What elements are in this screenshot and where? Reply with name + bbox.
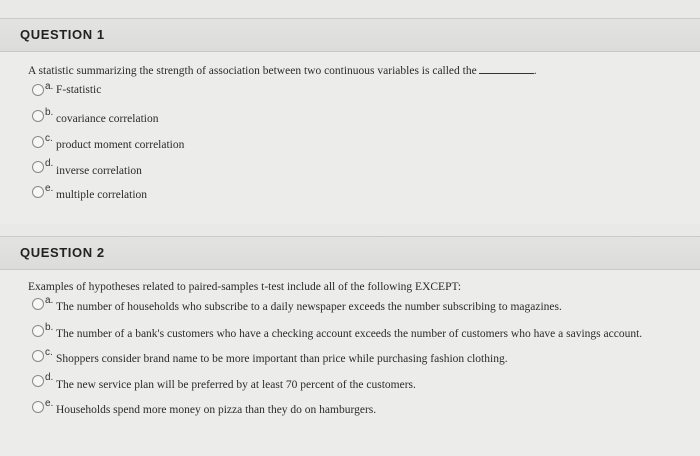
- question-2-header: [0, 236, 700, 270]
- option-letter: e.: [45, 398, 54, 409]
- option-letter: c.: [45, 347, 53, 358]
- question-1-prompt-text: A statistic summarizing the strength of association between two continuous variables is called the: [28, 65, 477, 77]
- answer-blank: [479, 64, 534, 74]
- option-letter: c.: [45, 133, 53, 144]
- radio-button[interactable]: [32, 350, 44, 362]
- option-letter: d.: [45, 158, 54, 169]
- radio-button[interactable]: [32, 298, 44, 310]
- question-2-body: [0, 270, 700, 456]
- question-1-body: [0, 52, 700, 224]
- question-1-prompt: A statistic summarizing the strength of association between two continuous variables is called the .: [28, 65, 537, 77]
- option-text: Shoppers consider brand name to be more important than price while purchasing fashion clothing.: [56, 353, 508, 365]
- option-letter: b.: [45, 107, 54, 118]
- radio-button[interactable]: [32, 136, 44, 148]
- option-text: product moment correlation: [56, 139, 185, 151]
- option-text: Households spend more money on pizza than they do on hamburgers.: [56, 404, 377, 416]
- radio-button[interactable]: [32, 375, 44, 387]
- radio-button[interactable]: [32, 161, 44, 173]
- radio-button[interactable]: [32, 186, 44, 198]
- question-2-title: QUESTION 2: [20, 245, 105, 260]
- question-1-title: QUESTION 1: [20, 27, 105, 42]
- option-letter: a.: [45, 81, 54, 92]
- question-2-prompt: Examples of hypotheses related to paired-samples t-test include all of the following EXCEPT:: [28, 281, 462, 293]
- option-text: F-statistic: [56, 84, 102, 96]
- option-letter: b.: [45, 322, 54, 333]
- option-letter: d.: [45, 372, 54, 383]
- option-text: inverse correlation: [56, 165, 142, 177]
- option-text: covariance correlation: [56, 113, 159, 125]
- radio-button[interactable]: [32, 110, 44, 122]
- option-letter: a.: [45, 295, 54, 306]
- option-text: multiple correlation: [56, 189, 148, 201]
- option-text: The new service plan will be preferred by at least 70 percent of the customers.: [56, 379, 416, 391]
- option-text: The number of households who subscribe to a daily newspaper exceeds the number subscribing to magazines.: [56, 301, 562, 313]
- radio-button[interactable]: [32, 401, 44, 413]
- radio-button[interactable]: [32, 84, 44, 96]
- radio-button[interactable]: [32, 325, 44, 337]
- option-text: The number of a bank's customers who have a checking account exceeds the number of customers who have a savings account.: [56, 328, 643, 340]
- question-1-header: [0, 18, 700, 52]
- option-letter: e.: [45, 183, 54, 194]
